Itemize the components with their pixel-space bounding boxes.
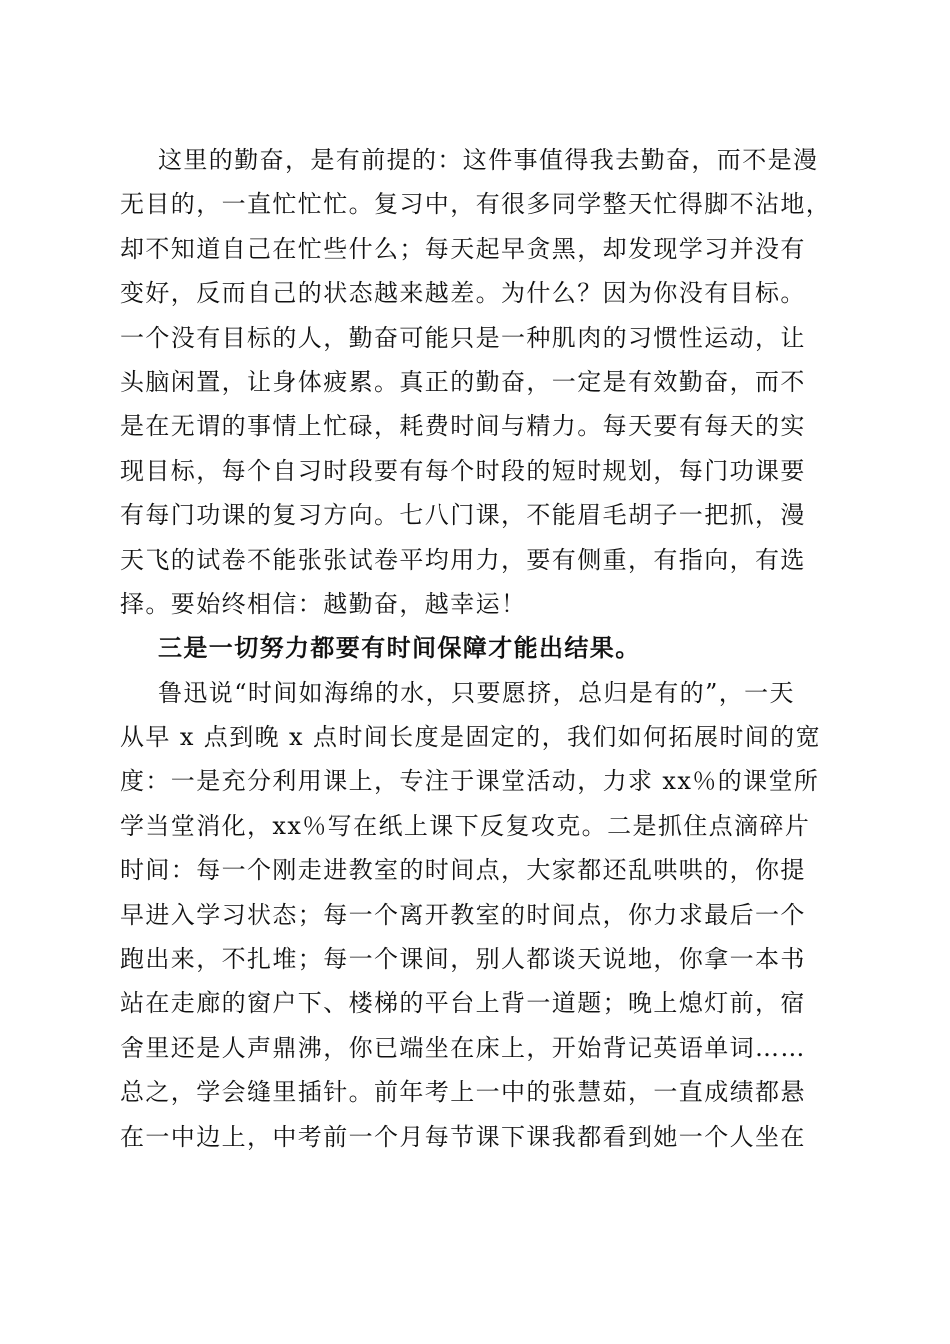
- paragraph-line: 跑出来，不扎堆；每一个课间，别人都谈天说地，你拿一本书: [120, 945, 806, 974]
- paragraph-line: 头脑闲置，让身体疲累。真正的勤奋，一定是有效勤奋，而不: [120, 367, 806, 396]
- paragraph-line: 时间：每一个刚走进教室的时间点，大家都还乱哄哄的，你提: [120, 856, 806, 885]
- paragraph-line: 舍里还是人声鼎沸，你已端坐在床上，开始背记英语单词……: [120, 1033, 806, 1062]
- paragraph-line: 现目标，每个自习时段要有每个时段的短时规划，每门功课要: [120, 456, 806, 485]
- paragraph-line: 却不知道自己在忙些什么；每天起早贪黑，却发现学习并没有: [120, 234, 806, 263]
- paragraph-line: 度：一是充分利用课上，专注于课堂活动，力求 xx％的课堂所: [120, 767, 820, 796]
- paragraph-line: 天飞的试卷不能张张试卷平均用力，要有侧重，有指向，有选: [120, 545, 806, 574]
- paragraph-line: 这里的勤奋，是有前提的：这件事值得我去勤奋，而不是漫: [158, 146, 819, 174]
- paragraph-line: 学当堂消化，xx％写在纸上课下反复攻克。二是抓住点滴碎片: [120, 811, 811, 840]
- paragraph-line: 无目的，一直忙忙忙。复习中，有很多同学整天忙得脚不沾地，: [120, 190, 832, 219]
- paragraph-line: 一个没有目标的人，勤奋可能只是一种肌肉的习惯性运动，让: [120, 323, 806, 352]
- paragraph-line: 早进入学习状态；每一个离开教室的时间点，你力求最后一个: [120, 900, 806, 929]
- paragraph-line: 鲁迅说“时间如海绵的水，只要愿挤，总归是有的”，一天: [158, 678, 795, 707]
- paragraph-line: 变好，反而自己的状态越来越差。为什么？因为你没有目标。: [120, 279, 806, 308]
- paragraph-line: 择。要始终相信：越勤奋，越幸运！: [120, 589, 527, 618]
- section-heading: 三是一切努力都要有时间保障才能出结果。: [158, 633, 641, 663]
- paragraph-line: 站在走廊的窗户下、楼梯的平台上背一道题；晚上熄灯前，宿: [120, 989, 806, 1018]
- paragraph-line: 从早 x 点到晚 x 点时间长度是固定的，我们如何拓展时间的宽: [120, 723, 821, 752]
- paragraph-line: 总之，学会缝里插针。前年考上一中的张慧茹，一直成绩都悬: [120, 1078, 806, 1107]
- paragraph-line: 是在无谓的事情上忙碌，耗费时间与精力。每天要有每天的实: [120, 412, 806, 441]
- body-text: [120, 138, 832, 1159]
- paragraph-line: 有每门功课的复习方向。七八门课，不能眉毛胡子一把抓，漫: [120, 501, 806, 530]
- paragraph-line: 在一中边上，中考前一个月每节课下课我都看到她一个人坐在: [120, 1122, 806, 1151]
